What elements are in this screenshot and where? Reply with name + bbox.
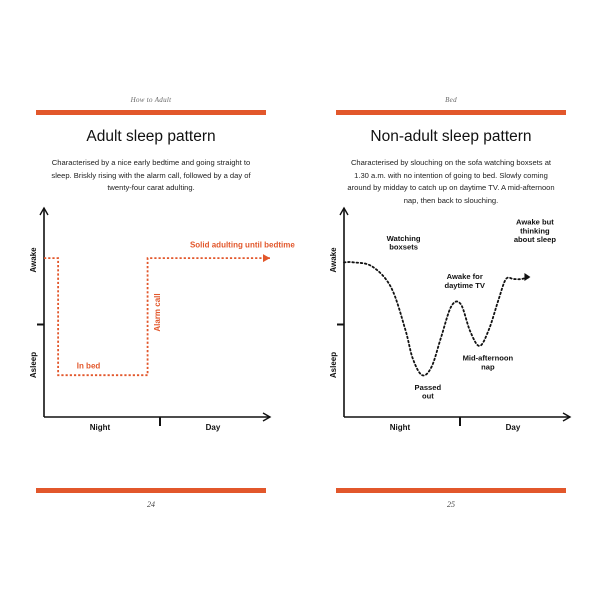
x-tick-label-day: Day [205, 423, 221, 432]
chart-title: Adult sleep pattern [86, 128, 216, 145]
x-tick-label-night: Night [389, 423, 411, 432]
page-number: 25 [447, 500, 455, 509]
running-head: Bed [445, 96, 457, 104]
y-tick-label-asleep: Asleep [329, 351, 338, 379]
y-tick-label-awake: Awake [29, 247, 38, 273]
annotation-mid-afternoon-nap: Mid-afternoon nap [462, 353, 514, 372]
right-page [300, 0, 600, 600]
chart-title: Non-adult sleep pattern [370, 128, 532, 145]
series-arrowhead [524, 273, 530, 281]
x-tick-label-day: Day [505, 423, 521, 432]
annotation-watching-boxsets: Watching boxsets [386, 233, 421, 252]
non-adult-sleep-chart [300, 0, 600, 600]
annotation-awake-daytime-tv: Awake for daytime TV [444, 272, 485, 290]
y-tick-label-asleep: Asleep [29, 351, 38, 379]
y-tick-label-awake: Awake [329, 247, 338, 273]
annotation-passed-out: Passed out [414, 382, 442, 401]
annotation-in-bed: In bed [76, 361, 101, 371]
x-tick-label-night: Night [89, 423, 111, 432]
annotation-solid-adulting: Solid adulting until bedtime [189, 240, 295, 250]
running-head: How to Adult [130, 96, 172, 104]
chart-description: Characterised by slouching on the sofa watching boxsets at 1.30 a.m. with no intention of going to bed. Slowly coming around by midday to catch up on daytime TV. A mid-afternoon nap, then back to slouching. [347, 158, 555, 205]
series-arrowhead [263, 254, 270, 262]
annotation-awake-thinking-sleep: Awake but thinking about sleep [513, 217, 557, 245]
bottom-rule [36, 488, 266, 493]
annotation-alarm-call: Alarm call [153, 293, 163, 332]
page-number: 24 [147, 500, 155, 509]
bottom-rule [336, 488, 566, 493]
chart-description: Characterised by a nice early bedtime and going straight to sleep. Briskly rising with the alarm call, followed by a day of twenty-four carat adulting. [51, 158, 251, 192]
